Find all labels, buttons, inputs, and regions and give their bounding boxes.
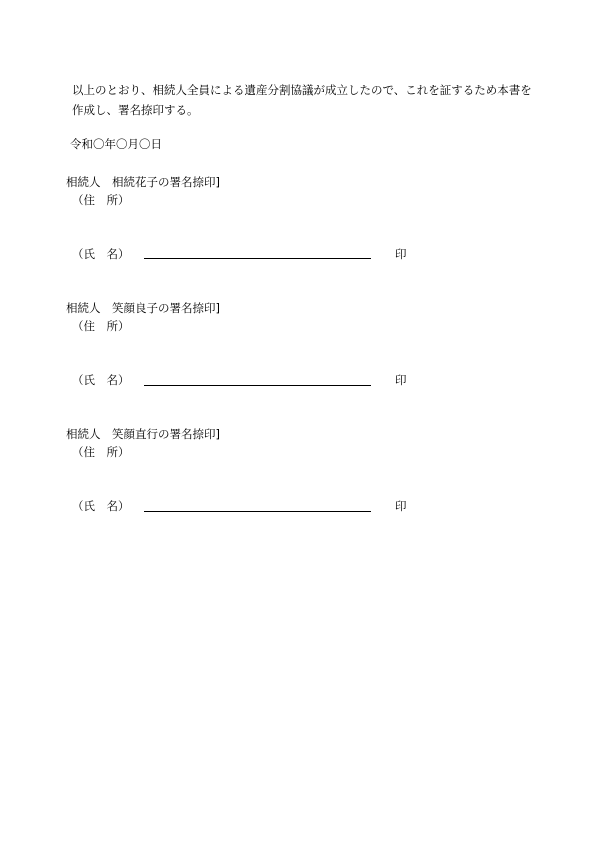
name-label: （氏 名） — [72, 499, 130, 513]
signatory-heading: 相続人 笑顔直行の署名捺印] — [66, 427, 220, 441]
signing-date: 令和〇年〇月〇日 — [70, 137, 162, 151]
name-label: （氏 名） — [72, 373, 130, 387]
signatory-heading: 相続人 相続花子の署名捺印] — [66, 175, 220, 189]
address-label: （住 所） — [72, 319, 130, 333]
address-label: （住 所） — [72, 445, 130, 459]
statement-paragraph: 以上のとおり、相続人全員による遺産分割協議が成立したので、これを証するため本書を作成し、署名捺印する。 — [72, 83, 532, 117]
seal-label: 印 — [395, 247, 407, 261]
name-label: （氏 名） — [72, 247, 130, 261]
signatory-heading: 相続人 笑顔良子の署名捺印] — [66, 301, 220, 315]
address-label: （住 所） — [72, 193, 130, 207]
seal-label: 印 — [395, 373, 407, 387]
name-signature-line[interactable] — [144, 258, 371, 259]
name-signature-line[interactable] — [144, 511, 371, 512]
name-signature-line[interactable] — [144, 385, 371, 386]
seal-label: 印 — [395, 499, 407, 513]
